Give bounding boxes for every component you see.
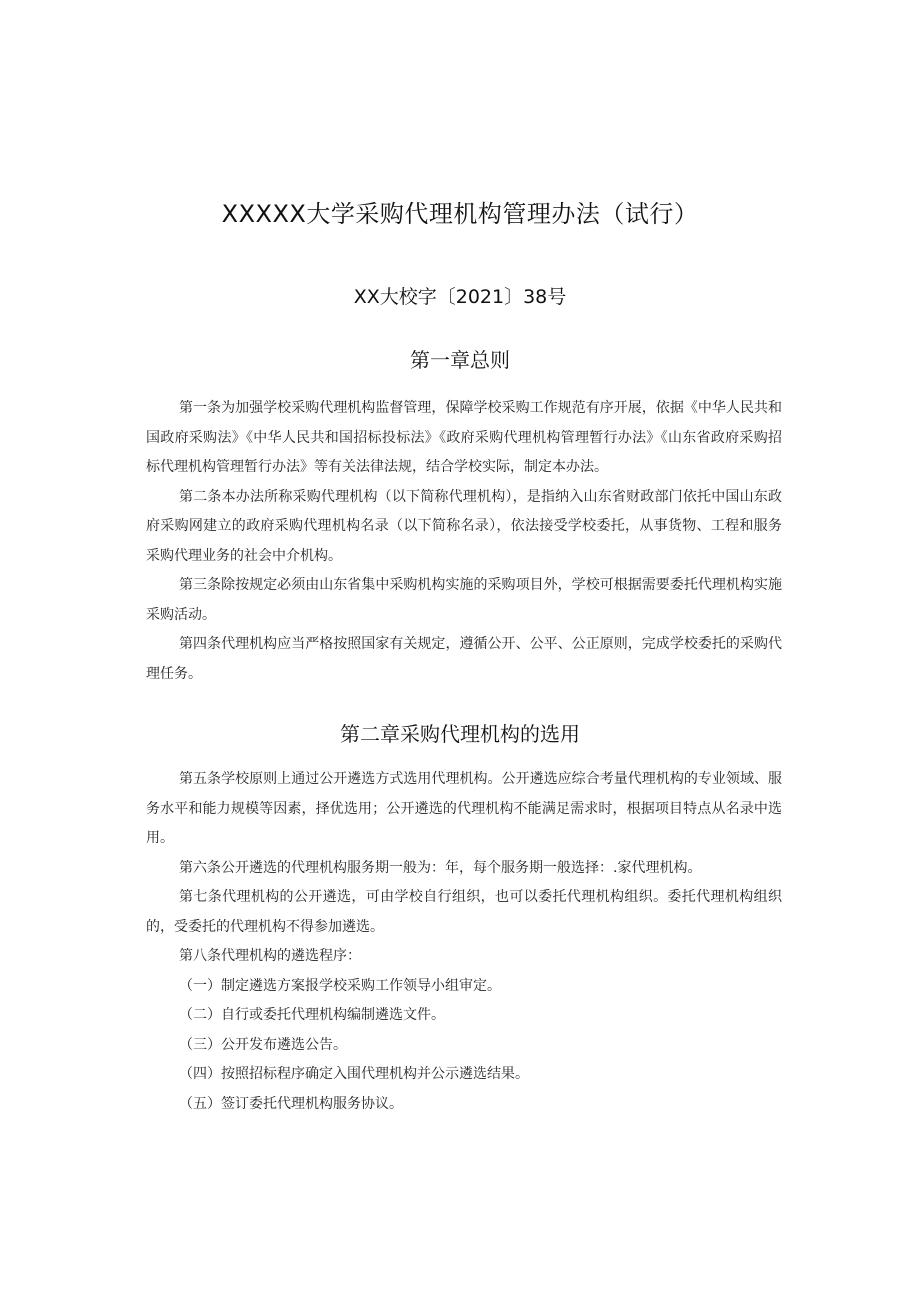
chapter-1-body [146,394,782,689]
article-8: 第八条代理机构的遴选程序： [179,948,361,964]
procedure-step-3: （三）公开发布遴选公告。 [179,1036,347,1053]
article-3: 第三条除按规定必须由山东省集中采购机构实施的采购项目外，学校可根据需要委托代理机构实施采购活动。 [146,577,782,623]
procedure-step-4: （四）按照招标程序确定入围代理机构并公示遴选结果。 [179,1066,529,1082]
chapter-2-heading: 第二章采购代理机构的选用 [340,722,580,746]
procedure-step-1: （一）制定遴选方案报学校采购工作领导小组审定。 [179,977,501,994]
chapter-1-heading: 第一章总则 [410,348,510,372]
procedure-step-5: （五）签订委托代理机构服务协议。 [179,1095,403,1112]
document-number: XX大校字〔2021〕38号 [353,286,567,308]
article-5: 第五条学校原则上通过公开遴选方式选用代理机构。公开遴选应综合考量代理机构的专业领域、服务水平和能力规模等因素，择优选用；公开遴选的代理机构不能满足需求时，根据项目特点从名录中选用。 [146,771,782,846]
document-title: XXXXX大学采购代理机构管理办法（试行） [221,200,699,228]
article-2: 第二条本办法所称采购代理机构（以下简称代理机构），是指纳入山东省财政部门依托中国山东政府采购网建立的政府采购代理机构名录（以下简称名录），依法接受学校委托，从事货物、工程和服务采购代理业务的社会中介机构。 [146,488,782,564]
article-1: 第一条为加强学校采购代理机构监督管理，保障学校采购工作规范有序开展，依据《中华人民共和国政府采购法》《中华人民共和国招标投标法》《政府采购代理机构管理暂行办法》《山东省政府采购招标代理机构管理暂行办法》等有关法律法规，结合学校实际，制定本办法。 [146,400,782,475]
article-7: 第七条代理机构的公开遴选，可由学校自行组织，也可以委托代理机构组织。委托代理机构组织的，受委托的代理机构不得参加遴选。 [146,889,782,935]
article-4: 第四条代理机构应当严格按照国家有关规定，遵循公开、公平、公正原则，完成学校委托的采购代理任务。 [146,636,782,682]
article-6: 第六条公开遴选的代理机构服务期一般为：年，每个服务期一般选择：.家代理机构。 [179,859,702,876]
chapter-2-body [146,765,782,1119]
procedure-step-2: （二）自行或委托代理机构编制遴选文件。 [179,1007,445,1023]
